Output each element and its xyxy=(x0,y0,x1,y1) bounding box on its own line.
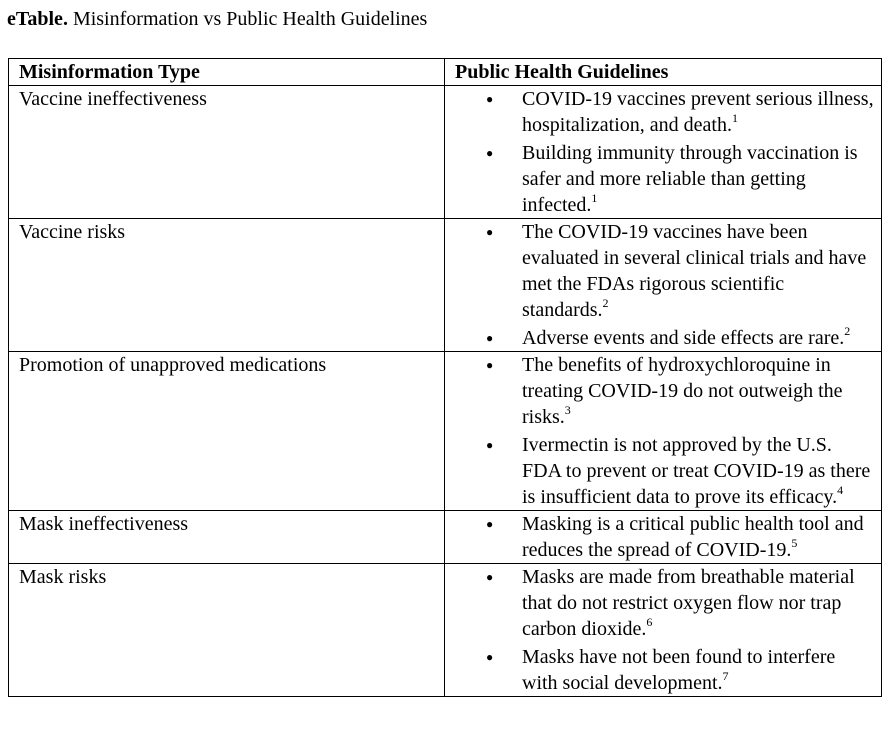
guideline-item xyxy=(455,140,875,218)
table-row xyxy=(9,86,882,219)
guidelines-cell xyxy=(445,86,882,219)
misinformation-type-cell: Promotion of unapproved medications xyxy=(9,352,445,511)
table-row xyxy=(9,219,882,352)
guideline-text: Masks have not been found to interfere with social development. xyxy=(522,646,836,694)
guidelines-cell xyxy=(445,511,882,564)
misinformation-type-cell: Mask ineffectiveness xyxy=(9,511,445,564)
guidelines-cell xyxy=(445,564,882,697)
reference-number: 7 xyxy=(722,669,729,683)
header-row xyxy=(9,59,882,86)
header-public-health-guidelines: Public Health Guidelines xyxy=(445,59,882,86)
guideline-text: The COVID-19 vaccines have been evaluated in several clinical trials and have met the FDAs rigorous scientific standards. xyxy=(522,221,867,321)
bullet-icon: ● xyxy=(486,225,494,239)
guidelines-list xyxy=(455,511,875,563)
guideline-item xyxy=(455,325,875,351)
guidelines-list xyxy=(455,352,875,510)
header-misinformation-type: Misinformation Type xyxy=(9,59,445,86)
misinformation-type-cell: Vaccine ineffectiveness xyxy=(9,86,445,219)
guideline-text: The benefits of hydroxychloroquine in treating COVID-19 do not outweigh the risks. xyxy=(522,354,843,428)
guideline-text: Building immunity through vaccination is safer and more reliable than getting infected. xyxy=(522,142,858,216)
guideline-item xyxy=(455,432,875,510)
bullet-icon: ● xyxy=(486,438,494,452)
guideline-item xyxy=(455,219,875,323)
reference-number: 4 xyxy=(837,483,844,497)
reference-number: 1 xyxy=(591,191,598,205)
bullet-icon: ● xyxy=(486,570,494,584)
guidelines-list xyxy=(455,86,875,218)
caption-label: eTable. xyxy=(7,8,68,30)
misinformation-type-cell: Mask risks xyxy=(9,564,445,697)
reference-number: 1 xyxy=(731,111,738,125)
bullet-icon: ● xyxy=(486,358,494,372)
table-row xyxy=(9,511,882,564)
guideline-text: COVID-19 vaccines prevent serious illness, hospitalization, and death. xyxy=(522,88,874,136)
guidelines-cell xyxy=(445,219,882,352)
reference-number: 6 xyxy=(646,615,653,629)
caption-title: Misinformation vs Public Health Guidelines xyxy=(72,8,428,30)
table-body xyxy=(9,86,882,697)
misinformation-table xyxy=(8,58,882,697)
table-caption xyxy=(7,6,427,32)
guideline-text: Masking is a critical public health tool and reduces the spread of COVID-19. xyxy=(522,513,864,561)
bullet-icon: ● xyxy=(486,331,494,345)
bullet-icon: ● xyxy=(486,146,494,160)
guideline-text: Adverse events and side effects are rare. xyxy=(522,327,845,349)
guideline-item xyxy=(455,352,875,430)
guideline-text: Ivermectin is not approved by the U.S. FDA to prevent or treat COVID-19 as there is insufficient data to prove its efficacy. xyxy=(522,434,871,508)
guideline-item xyxy=(455,86,875,138)
guideline-text: Masks are made from breathable material that do not restrict oxygen flow nor trap carbon dioxide. xyxy=(522,566,855,640)
guidelines-list xyxy=(455,219,875,351)
reference-number: 5 xyxy=(791,536,798,550)
guidelines-cell xyxy=(445,352,882,511)
bullet-icon: ● xyxy=(486,517,494,531)
reference-number: 2 xyxy=(602,296,609,310)
bullet-icon: ● xyxy=(486,650,494,664)
bullet-icon: ● xyxy=(486,92,494,106)
reference-number: 2 xyxy=(844,324,851,338)
reference-number: 3 xyxy=(564,403,571,417)
guideline-item xyxy=(455,511,875,563)
guideline-item xyxy=(455,564,875,642)
table-row xyxy=(9,564,882,697)
table-row xyxy=(9,352,882,511)
guideline-item xyxy=(455,644,875,696)
guidelines-list xyxy=(455,564,875,696)
misinformation-type-cell: Vaccine risks xyxy=(9,219,445,352)
